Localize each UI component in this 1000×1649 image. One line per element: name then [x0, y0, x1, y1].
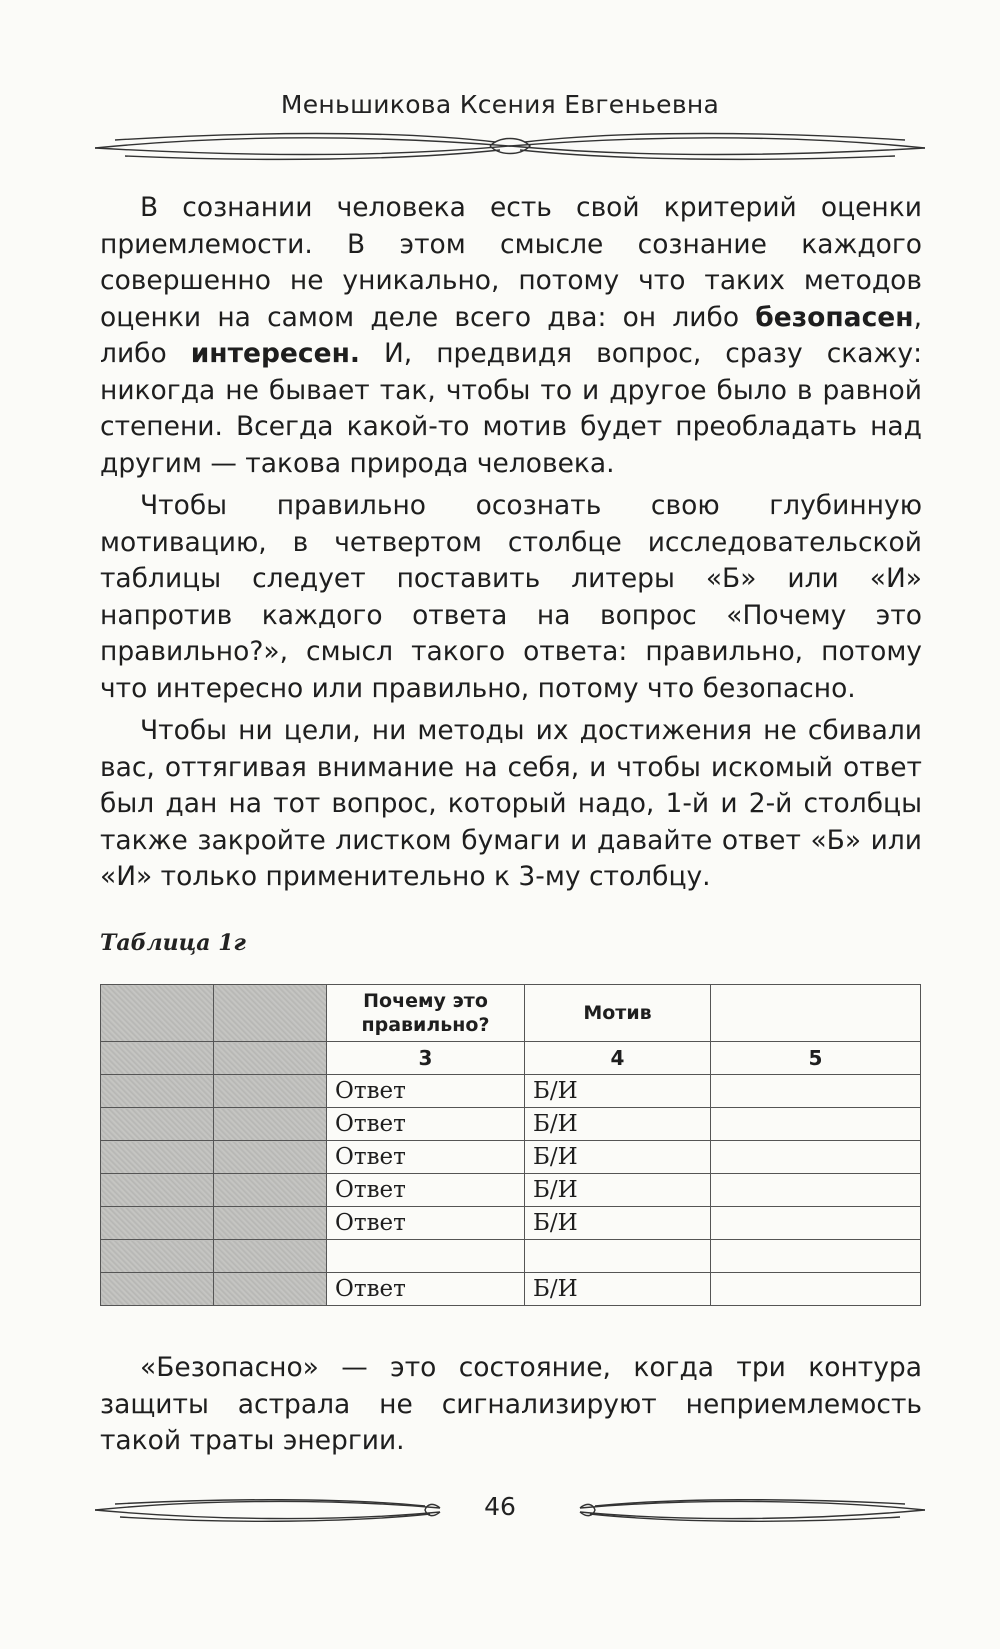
page-number: 46 — [484, 1492, 516, 1521]
motive-cell: Б/И — [525, 1273, 711, 1306]
bold-term-safe: безопасен — [755, 301, 914, 333]
column-number-5: 5 — [711, 1042, 921, 1075]
motive-cell: Б/И — [525, 1075, 711, 1108]
running-title: Меньшикова Ксения Евгеньевна — [280, 90, 720, 119]
covered-cell — [214, 1042, 327, 1075]
answer-cell: Ответ — [327, 1174, 525, 1207]
covered-cell — [101, 1075, 214, 1108]
answer-cell: Ответ — [327, 1141, 525, 1174]
motive-cell: Б/И — [525, 1174, 711, 1207]
table-caption: Таблица 1г — [100, 930, 246, 956]
covered-cell — [101, 1273, 214, 1306]
column-5-cell — [711, 1240, 921, 1273]
main-text — [100, 190, 922, 896]
after-table-text — [100, 1350, 922, 1460]
covered-cell — [101, 1141, 214, 1174]
paragraph-3: Чтобы ни цели, ни методы их достижения не сбивали вас, оттягивая внимание на себя, и чтобы искомый ответ был дан на тот вопрос, который надо, 1-й и 2-й столбцы также закройте листком бумаги и давайте ответ «Б» или «И» только применительно к 3-му столбцу. — [100, 715, 922, 892]
covered-cell — [101, 1108, 214, 1141]
paragraph-1-text-a: В сознании человека есть свой критерий оценки приемлемости. В этом смысле сознание каждого совершенно не уникально, потому что таких методов оценки на самом деле всего два: он либо — [100, 192, 922, 333]
column-5-cell — [711, 1141, 921, 1174]
table-header-row — [101, 985, 921, 1042]
motive-cell: Б/И — [525, 1141, 711, 1174]
paragraph-1-text-c: И, предвидя вопрос, сразу скажу: никогда не бывает так, чтобы то и другое было в равной степени. Всегда какой-то мотив будет преобладать над другим — такова природа человека. — [100, 338, 922, 479]
column-5-cell — [711, 1207, 921, 1240]
answer-cell: Ответ — [327, 1273, 525, 1306]
answer-cell: Ответ — [327, 1108, 525, 1141]
table-row — [101, 1141, 921, 1174]
paragraph-2: Чтобы правильно осознать свою глубинную мотивацию, в четвертом столбце исследовательской таблицы следует поставить литеры «Б» или «И» напротив каждого ответа на вопрос «Почему это правильно?», смысл такого ответа: правильно, потому что интересно или правильно, потому что безопасно. — [100, 490, 922, 704]
covered-cell — [214, 1240, 327, 1273]
column-5-cell — [711, 1273, 921, 1306]
covered-column-1 — [101, 985, 214, 1042]
covered-cell — [101, 1042, 214, 1075]
header-why-correct: Почему это правильно? — [327, 985, 525, 1042]
column-5-cell — [711, 1108, 921, 1141]
answer-cell: Ответ — [327, 1075, 525, 1108]
table-row — [101, 1273, 921, 1306]
header-motive: Мотив — [525, 985, 711, 1042]
covered-column-2 — [214, 985, 327, 1042]
covered-cell — [101, 1240, 214, 1273]
research-table — [100, 984, 921, 1306]
covered-cell — [214, 1108, 327, 1141]
column-number-4: 4 — [525, 1042, 711, 1075]
covered-cell — [214, 1273, 327, 1306]
paragraph-4: «Безопасно» — это состояние, когда три контура защиты астрала не сигнализируют неприемлемость такой траты энергии. — [100, 1352, 922, 1456]
table-row — [101, 1174, 921, 1207]
motive-cell — [525, 1240, 711, 1273]
bold-term-interesting: интересен. — [190, 338, 360, 369]
table-row — [101, 1240, 921, 1273]
paragraph-1-text-b: , либо — [100, 301, 922, 369]
motive-cell: Б/И — [525, 1108, 711, 1141]
header-column-5 — [711, 985, 921, 1042]
column-5-cell — [711, 1075, 921, 1108]
table-row — [101, 1075, 921, 1108]
covered-cell — [214, 1174, 327, 1207]
answer-cell: Ответ — [327, 1207, 525, 1240]
covered-cell — [101, 1207, 214, 1240]
motive-cell: Б/И — [525, 1207, 711, 1240]
answer-cell — [327, 1240, 525, 1273]
covered-cell — [214, 1075, 327, 1108]
column-5-cell — [711, 1174, 921, 1207]
table-row — [101, 1207, 921, 1240]
covered-cell — [214, 1207, 327, 1240]
column-number-3: 3 — [327, 1042, 525, 1075]
header-ornament — [95, 126, 925, 166]
covered-cell — [101, 1174, 214, 1207]
table-row — [101, 1108, 921, 1141]
table-number-row — [101, 1042, 921, 1075]
paragraph-1 — [100, 190, 922, 482]
covered-cell — [214, 1141, 327, 1174]
